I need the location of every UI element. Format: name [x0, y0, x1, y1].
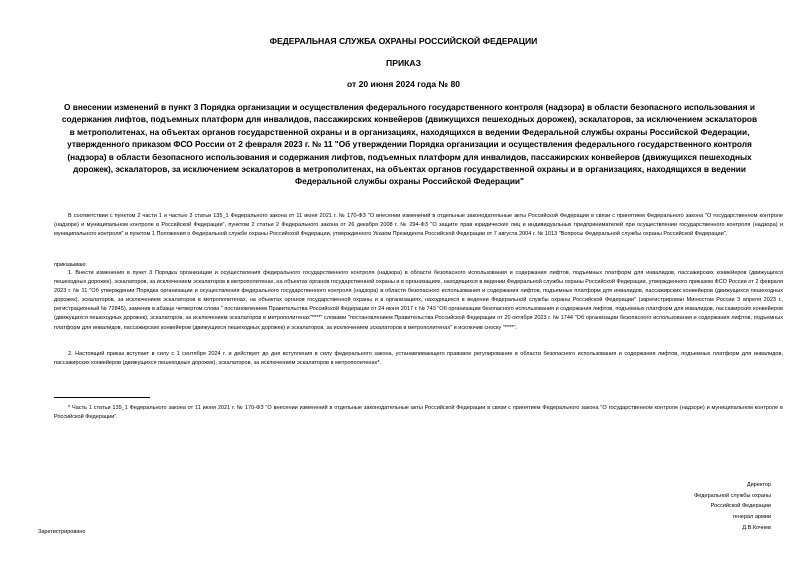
preamble-paragraph: В соответствии с пунктом 2 части 1 и частью 3 статьи 135_1 Федерального закона от 11 июня 2021 г. № 170-ФЗ "О внесении изменений в отдельные законодательные акты Российской Федерации в связи с принятием Федерального закона "О государственном контроле (надзоре) и муниципальном контроле в Российской Федерации", пунктом 2 статьи 2 Федерального закона от 26 декабря 2008 г. № 294-ФЗ "О защите прав юридических лиц и индивидуальных предпринимателей при осуществлении государственного контроля (надзора) и муниципального контроля" и пунктом 1 Положения о Федеральной службе охраны Российской Федерации, утвержденного Указом Президента Российской Федерации от 7 августа 2004 г. № 1013 "Вопросы Федеральной службы охраны Российской Федерации",: [54, 213, 783, 238]
footnote-divider: [54, 397, 150, 398]
order-item-1: 1. Внести изменения в пункт 3 Порядка организации и осуществления федерального государственного контроля (надзора) в области безопасного использования и содержания лифтов, подъемных платформ для инвалидов, пассажирских конвейеров (движущихся пешеходных дорожек), эскалаторов, за исключением эскалаторов в метрополитенах, на объектах органов государственной охраны и в организациях, находящихся в ведении Федеральной службы охраны Российской Федерации, утвержденного приказом ФСО России от 2 февраля 2023 г. № 11 "Об утверждении Порядка организации и осуществления федерального государственного контроля (надзора) в области безопасного использования и содержания лифтов, подъемных платформ для инвалидов, пассажирских конвейеров (движущихся пешеходных дорожек), эскалаторов, за исключением эскалаторов в метрополитенах, на объектах органов государственной охраны и в организациях, находящихся в ведении Федеральной службы охраны Российской Федерации" (зарегистрирован Минюстом России 3 апреля 2023 г., регистрационный № 72845), заменив в абзаце четвертом слова " постановлением Правительства Российской Федерации от 24 июня 2017 г. № 743 "Об организации безопасного использования и содержания лифтов, подъемных платформ для инвалидов, пассажирских конвейеров (движущихся пешеходных дорожек), эскалаторов, за исключением эскалаторов в метрополитенах"****" словами "постановлением Правительства Российской Федерации от 20 октября 2023 г. № 1744 "Об организации безопасного использования и содержания лифтов, подъемных платформ для инвалидов, пассажирских конвейеров (движущихся пешеходных дорожек) и эскалаторов, за исключением эскалаторов в метрополитенах" и исключив сноску "****".: [54, 270, 783, 331]
signature-agency: Федеральной службы охраны: [694, 492, 771, 499]
agency-name: ФЕДЕРАЛЬНАЯ СЛУЖБА ОХРАНЫ РОССИЙСКОЙ ФЕДЕРАЦИИ: [269, 36, 538, 46]
signature-country: Российской Федерации: [710, 503, 771, 510]
signature-block: [694, 480, 771, 534]
order-item-2: 2. Настоящий приказ вступает в силу с 1 сентября 2024 г. и действует до дня вступления в силу федерального закона, устанавливающего правовое регулирование в области безопасного использования и содержания лифтов, подъемных платформ для инвалидов, пассажирских конвейеров (движущихся пешеходных дорожек), эскалаторов, за исключением эскалаторов в метрополитенах*.: [54, 351, 783, 367]
order-word: приказываю:: [54, 262, 87, 268]
signature-rank: генерал армии: [732, 514, 771, 521]
doc-type: ПРИКАЗ: [386, 58, 421, 68]
doc-title: О внесении изменений в пункт 3 Порядка организации и осуществления федерального государственного контроля (надзора) в области безопасного использования и содержания лифтов, подъемных платформ для инвалидов, пассажирских конвейеров (движущихся пешеходных дорожек), эскалаторов, за исключением эскалаторов в метрополитенах, на объектах органов государственной охраны и в организациях, находящихся в ведении Федеральной службы охраны Российской Федерации, утвержденного приказом ФСО России от 2 февраля 2023 г. № 11 "Об утверждении Порядка организации и осуществления федерального государственного контроля (надзора) в области безопасного использования и содержания лифтов, подъемных платформ для инвалидов, пассажирских конвейеров (движущихся пешеходных дорожек), эскалаторов, за исключением эскалаторов в метрополитенах, на объектах органов государственной охраны и в организациях, находящихся в ведении Федеральной службы охраны Российской Федерации": [61, 102, 758, 187]
signature-position: Директор: [746, 482, 771, 488]
doc-date-number: от 20 июня 2024 года № 80: [346, 79, 461, 89]
signature-name: Д.В.Кочнев: [742, 524, 771, 531]
registered-note: Зарегистрировано: [38, 529, 86, 535]
footnote: * Часть 1 статьи 135_1 Федерального закона от 11 июня 2021 г. № 170-ФЗ "О внесении изменений в отдельные законодательные акты Российской Федерации в связи с принятием Федерального закона "О государственном контроле (надзоре) и муниципальном контроле в Российской Федерации".: [54, 405, 783, 421]
